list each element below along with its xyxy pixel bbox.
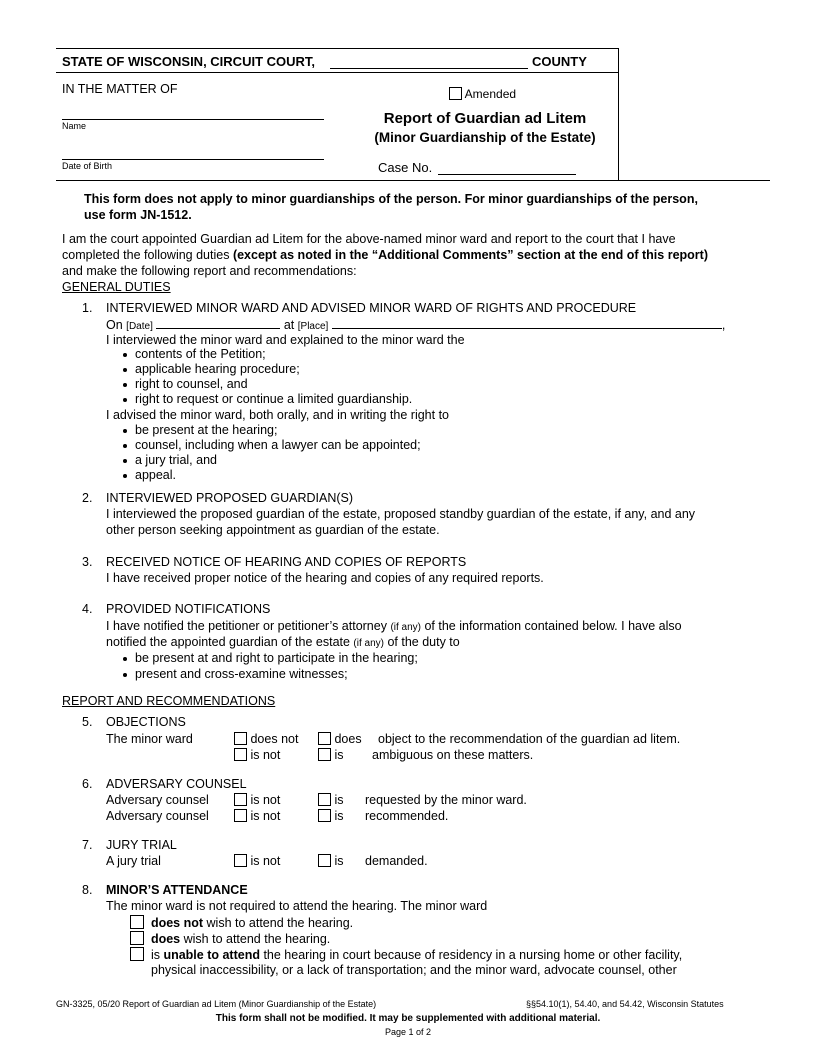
notice-line-1: This form does not apply to minor guardianships of the person. For minor guardianships of the person, bbox=[84, 192, 698, 206]
s5-tail-2: ambiguous on these matters. bbox=[372, 748, 534, 762]
s5-label: The minor ward bbox=[106, 732, 193, 746]
s4-line-1-ifany: (if any) bbox=[390, 622, 421, 633]
s1-comma: , bbox=[721, 318, 726, 332]
amended-label: Amended bbox=[464, 87, 517, 101]
s1-number: 1. bbox=[82, 301, 93, 315]
list-item: a jury trial, and bbox=[135, 453, 217, 467]
s4-line-2-ifany: (if any) bbox=[353, 638, 384, 649]
s5-does-option[interactable] bbox=[318, 732, 362, 746]
option-rest: wish to attend the hearing. bbox=[180, 932, 331, 946]
s6-row2-label: Adversary counsel bbox=[106, 809, 209, 823]
s4-line-1-a: I have notified the petitioner or petitioner’s attorney bbox=[106, 619, 391, 633]
checkbox[interactable] bbox=[234, 748, 247, 761]
bullet-dot bbox=[123, 673, 127, 677]
option-bold: does bbox=[150, 932, 181, 946]
bullet-dot bbox=[123, 444, 127, 448]
bullet-dot bbox=[123, 383, 127, 387]
s6-row1-label: Adversary counsel bbox=[106, 793, 209, 807]
list-item: counsel, including when a lawyer can be appointed; bbox=[135, 438, 421, 452]
bullet-dot bbox=[123, 474, 127, 478]
s6-row2-tail: recommended. bbox=[365, 809, 449, 823]
s6-row2-is-option[interactable] bbox=[318, 809, 344, 823]
s4-title: PROVIDED NOTIFICATIONS bbox=[106, 602, 271, 616]
s2-line-1: I interviewed the proposed guardian of the estate, proposed standby guardian of the estate, if any, and any bbox=[106, 507, 696, 521]
form-subtitle: (Minor Guardianship of the Estate) bbox=[374, 130, 596, 145]
footer-form-id: GN-3325, 05/20 Report of Guardian ad Litem (Minor Guardianship of the Estate) bbox=[56, 999, 377, 1009]
s1-date-label: [Date] bbox=[126, 321, 153, 332]
list-item: be present at the hearing; bbox=[135, 423, 278, 437]
list-item: contents of the Petition; bbox=[135, 347, 266, 361]
list-item: present and cross-examine witnesses; bbox=[135, 667, 348, 681]
general-duties-heading: GENERAL DUTIES bbox=[62, 280, 171, 294]
option-label: is bbox=[334, 854, 344, 868]
s1-title: INTERVIEWED MINOR WARD AND ADVISED MINOR WARD OF RIGHTS AND PROCEDURE bbox=[106, 301, 637, 315]
s7-tail: demanded. bbox=[365, 854, 428, 868]
s5-is-option[interactable] bbox=[318, 748, 344, 762]
s1-date-field[interactable] bbox=[156, 328, 280, 329]
s2-title: INTERVIEWED PROPOSED GUARDIAN(S) bbox=[106, 491, 354, 505]
dob-label: Date of Birth bbox=[62, 161, 113, 171]
list-item: right to counsel, and bbox=[135, 377, 248, 391]
list-item: right to request or continue a limited guardianship. bbox=[135, 392, 413, 406]
s5-title: OBJECTIONS bbox=[106, 715, 186, 729]
option-label: does not bbox=[250, 732, 299, 746]
s7-is-not-option[interactable] bbox=[234, 854, 280, 868]
s5-does-not-option[interactable] bbox=[234, 732, 298, 746]
s4-line-1-c: of the information contained below. I have also bbox=[421, 619, 682, 633]
s1-place-field[interactable] bbox=[332, 328, 722, 329]
s7-title: JURY TRIAL bbox=[106, 838, 177, 852]
s7-is-option[interactable] bbox=[318, 854, 344, 868]
checkbox[interactable] bbox=[318, 793, 331, 806]
s2-line-2: other person seeking appointment as guardian of the estate. bbox=[106, 523, 440, 537]
intro-line-2-exception: (except as noted in the “Additional Comments” section at the end of this report) bbox=[232, 248, 708, 262]
footer-page-number: Page 1 of 2 bbox=[384, 1027, 432, 1037]
checkbox[interactable] bbox=[130, 915, 144, 929]
bullet-dot bbox=[123, 353, 127, 357]
intro-line-2 bbox=[62, 248, 708, 262]
s3-line-1: I have received proper notice of the hearing and copies of any required reports. bbox=[106, 571, 544, 585]
name-field[interactable] bbox=[62, 119, 324, 120]
header-bottom-line bbox=[56, 180, 770, 181]
s7-number: 7. bbox=[82, 838, 93, 852]
s8-number: 8. bbox=[82, 883, 93, 897]
header-right-border bbox=[618, 48, 619, 180]
s6-row1-tail: requested by the minor ward. bbox=[365, 793, 527, 807]
s5-tail-1: object to the recommendation of the guardian ad litem. bbox=[378, 732, 681, 746]
option-label: is not bbox=[250, 793, 281, 807]
option-label: is bbox=[334, 748, 344, 762]
bullet-dot bbox=[123, 368, 127, 372]
form-title: Report of Guardian ad Litem bbox=[383, 110, 587, 127]
county-field[interactable] bbox=[330, 68, 528, 69]
s1-place-label: [Place] bbox=[297, 321, 329, 332]
s8-title: MINOR’S ATTENDANCE bbox=[106, 883, 248, 897]
notice-line-2: use form JN-1512. bbox=[84, 208, 192, 222]
option-rest: the hearing in court because of residency in a nursing home or other facility, bbox=[259, 948, 683, 962]
intro-line-1: I am the court appointed Guardian ad Litem for the above-named minor ward and report to the court that I have bbox=[62, 232, 676, 246]
s8-does-not-option[interactable] bbox=[130, 915, 353, 930]
checkbox[interactable] bbox=[318, 748, 331, 761]
s4-line-2-c: of the duty to bbox=[383, 635, 460, 649]
s8-does-option[interactable] bbox=[130, 931, 330, 946]
s1-on-label: On bbox=[106, 318, 123, 332]
checkbox[interactable] bbox=[130, 931, 144, 945]
dob-field[interactable] bbox=[62, 159, 324, 160]
s6-number: 6. bbox=[82, 777, 93, 791]
s3-title: RECEIVED NOTICE OF HEARING AND COPIES OF REPORTS bbox=[106, 555, 467, 569]
matter-label: IN THE MATTER OF bbox=[62, 82, 178, 96]
s2-number: 2. bbox=[82, 491, 93, 505]
s6-row2-is-not-option[interactable] bbox=[234, 809, 280, 823]
amended-checkbox[interactable] bbox=[449, 87, 462, 100]
s4-number: 4. bbox=[82, 602, 93, 616]
s4-line-2 bbox=[106, 635, 460, 649]
s1-on-line bbox=[106, 318, 725, 332]
s1-line-a: I interviewed the minor ward and explained to the minor ward the bbox=[106, 333, 465, 347]
s1-at-label: at bbox=[283, 318, 295, 332]
list-item: applicable hearing procedure; bbox=[135, 362, 300, 376]
s5-number: 5. bbox=[82, 715, 93, 729]
option-label: is bbox=[334, 809, 344, 823]
option-label: is not bbox=[250, 809, 281, 823]
report-heading: REPORT AND RECOMMENDATIONS bbox=[62, 694, 276, 708]
s8-unable-line-2: physical inaccessibility, or a lack of transportation; and the minor ward, advocate counsel, other bbox=[151, 963, 677, 977]
name-label: Name bbox=[62, 121, 87, 131]
s6-row1-is-not-option[interactable] bbox=[234, 793, 280, 807]
case-no-field[interactable] bbox=[438, 174, 576, 175]
header-top-line bbox=[56, 48, 618, 49]
s6-title: ADVERSARY COUNSEL bbox=[106, 777, 247, 791]
checkbox[interactable] bbox=[318, 809, 331, 822]
checkbox[interactable] bbox=[234, 854, 247, 867]
checkbox[interactable] bbox=[318, 732, 331, 745]
intro-line-2-text: completed the following duties bbox=[62, 248, 233, 262]
intro-line-3: and make the following report and recommendations: bbox=[62, 264, 357, 278]
s7-label: A jury trial bbox=[106, 854, 161, 868]
option-bold: does not bbox=[150, 916, 204, 930]
footer-notice: This form shall not be modified. It may be supplemented with additional material. bbox=[215, 1013, 601, 1024]
checkbox[interactable] bbox=[234, 793, 247, 806]
court-label: STATE OF WISCONSIN, CIRCUIT COURT, bbox=[62, 54, 316, 69]
s8-unable-option[interactable] bbox=[130, 947, 682, 962]
list-item: be present at and right to participate in the hearing; bbox=[135, 651, 418, 665]
s8-line-1: The minor ward is not required to attend the hearing. The minor ward bbox=[106, 899, 488, 913]
checkbox[interactable] bbox=[130, 947, 144, 961]
option-label: is bbox=[334, 793, 344, 807]
option-rest: wish to attend the hearing. bbox=[203, 916, 354, 930]
option-label: is not bbox=[250, 748, 281, 762]
s4-line-1 bbox=[106, 619, 682, 633]
s1-line-b: I advised the minor ward, both orally, and in writing the right to bbox=[106, 408, 449, 422]
s6-row1-is-option[interactable] bbox=[318, 793, 344, 807]
amended-option[interactable] bbox=[449, 87, 516, 101]
bullet-dot bbox=[123, 429, 127, 433]
checkbox[interactable] bbox=[318, 854, 331, 867]
bullet-dot bbox=[123, 398, 127, 402]
s4-line-2-a: notified the appointed guardian of the estate bbox=[106, 635, 354, 649]
s5-is-not-option[interactable] bbox=[234, 748, 280, 762]
bullet-dot bbox=[123, 657, 127, 661]
s3-number: 3. bbox=[82, 555, 93, 569]
list-item: appeal. bbox=[135, 468, 177, 482]
option-label: does bbox=[334, 732, 362, 746]
checkbox[interactable] bbox=[234, 732, 247, 745]
option-label: is not bbox=[250, 854, 281, 868]
option-bold: unable to attend bbox=[163, 948, 260, 962]
bullet-dot bbox=[123, 459, 127, 463]
option-pre: is bbox=[150, 948, 164, 962]
county-label: COUNTY bbox=[532, 54, 587, 69]
header-mid-line bbox=[56, 72, 618, 73]
footer-statutes: §§54.10(1), 54.40, and 54.42, Wisconsin Statutes bbox=[526, 999, 724, 1009]
case-no-label: Case No. bbox=[378, 160, 433, 175]
checkbox[interactable] bbox=[234, 809, 247, 822]
